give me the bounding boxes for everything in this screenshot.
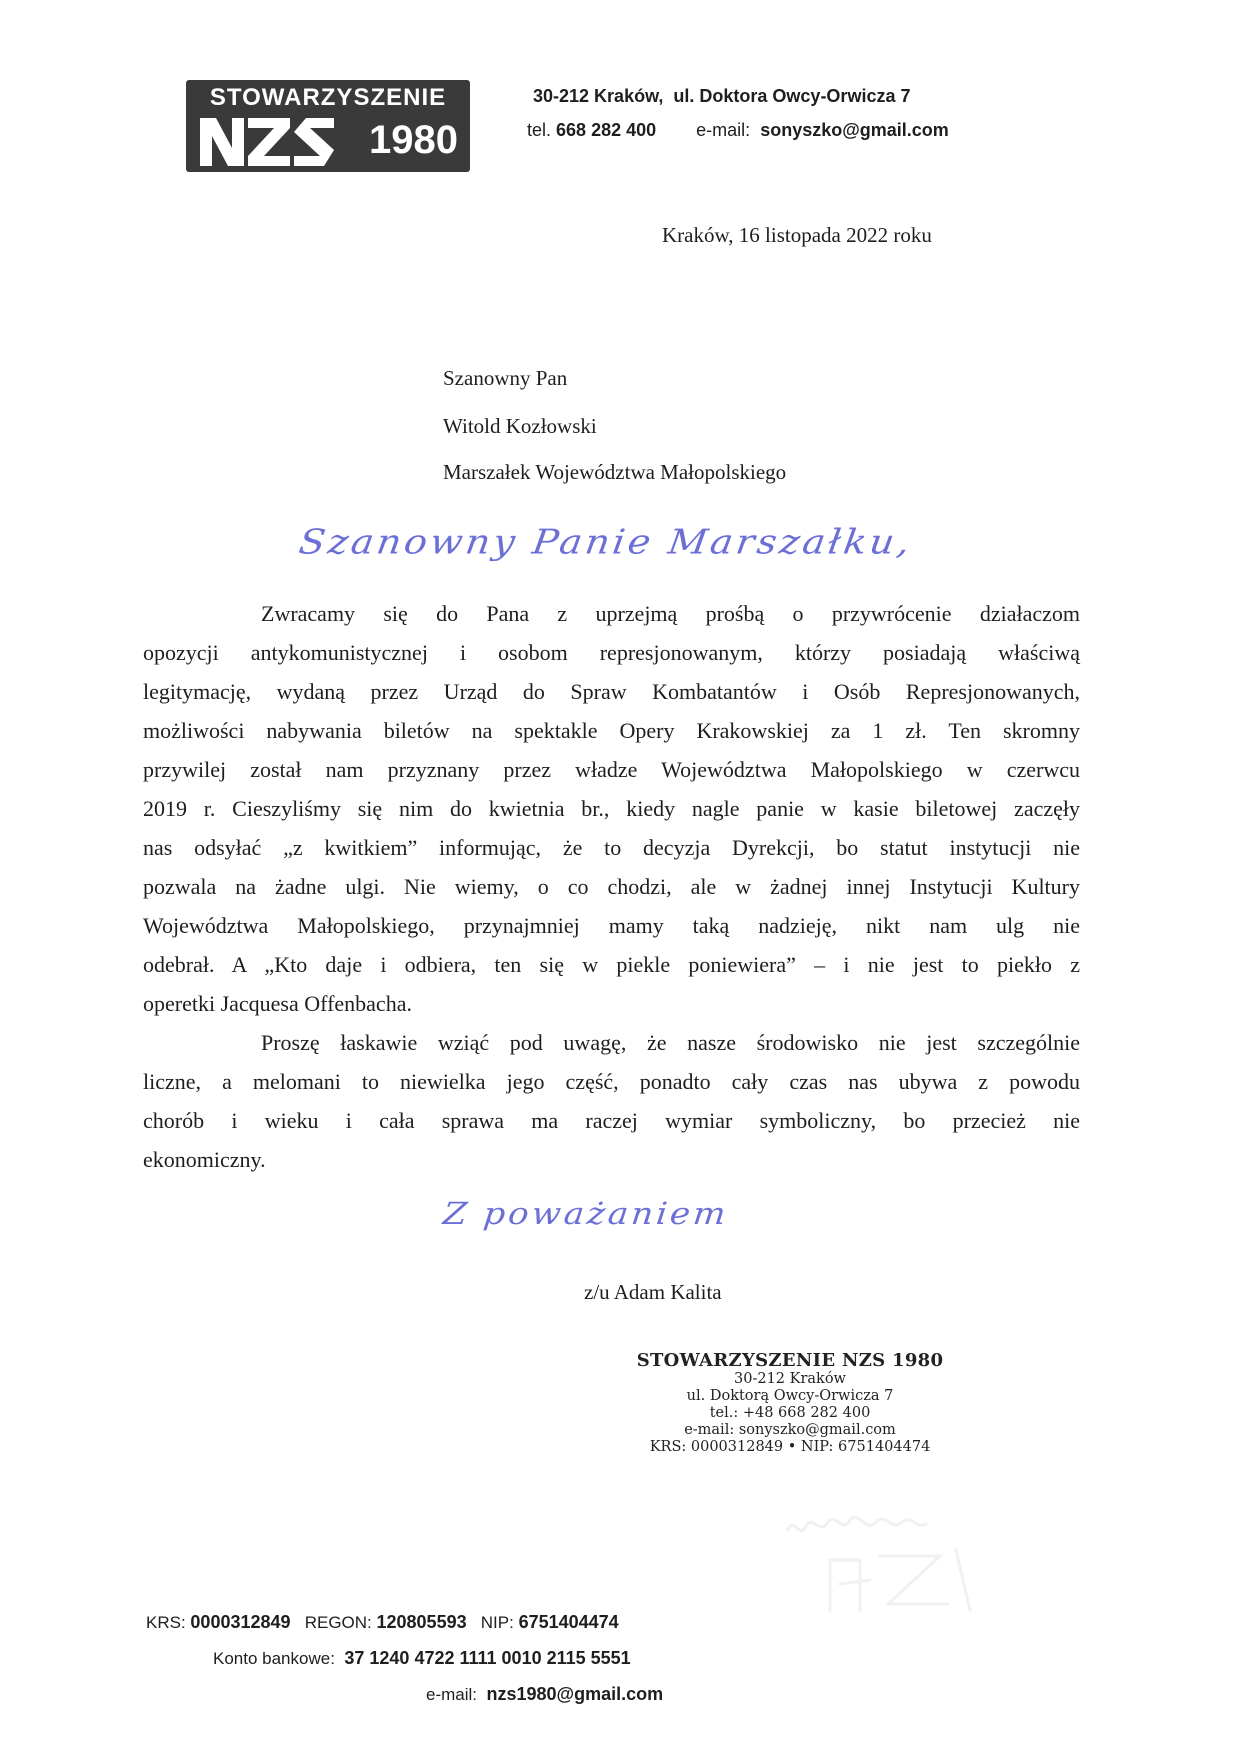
header-tel-label: tel. [527,120,552,140]
recipient-title: Marszałek Województwa Małopolskiego [443,460,787,484]
header-address: 30-212 Kraków, ul. Doktora Owcy-Orwicza 7 [533,86,911,106]
footer-registry [146,1612,619,1633]
handwritten-greeting: Szanowny Panie Marszałku, [296,522,916,562]
body-line: odebrał. A „Kto daje i odbiera, ten się w piekle poniewiera” – i nie jest to piekło z [143,952,1080,977]
header-email-label: e-mail: [696,120,751,140]
organization-stamp [600,1350,980,1456]
footer-bank [213,1648,631,1669]
footer-nip-label: NIP: [480,1613,514,1632]
footer-regon-value: 120805593 [376,1612,467,1632]
footer-bank-label: Konto bankowe: [213,1649,335,1668]
organization-logo [186,80,470,172]
logo-top-text: STOWARZYSZENIE [209,84,447,111]
body-line: pozwala na żadne ulgi. Nie wiemy, o co chodzi, ale w żadnej innej Instytucji Kultury [143,874,1080,899]
footer-email [426,1684,663,1705]
logo-nzs-mark [196,114,336,168]
header-email-value[interactable]: sonyszko@gmail.com [760,120,949,140]
stamp-line: 30-212 Kraków [734,1371,846,1387]
recipient-salutation: Szanowny Pan [443,366,568,390]
footer-nip-value: 6751404474 [518,1612,619,1632]
body-line: możliwości nabywania biletów na spektakle Opery Krakowskiej za 1 zł. Ten skromny [143,718,1080,743]
footer-krs-label: KRS: [146,1613,186,1632]
signatory-name: z/u Adam Kalita [584,1280,722,1304]
body-line: operetki Jacquesa Offenbacha. [143,991,412,1016]
logo-year: 1980 [369,118,458,162]
stamp-line: KRS: 0000312849 • NIP: 6751404474 [649,1439,931,1455]
faint-stamp-mark [780,1500,980,1620]
footer-bank-value: 37 1240 4722 1111 0010 2115 5551 [344,1648,631,1668]
stamp-line: tel.: +48 668 282 400 [709,1405,871,1421]
body-paragraph-1 [143,594,1080,1023]
letter-date: Kraków, 16 listopada 2022 roku [662,223,932,247]
header-contact [527,120,949,141]
body-line: ekonomiczny. [143,1147,266,1172]
body-line: Proszę łaskawie wziąć pod uwagę, że nasze środowisko nie jest szczególnie [261,1030,1080,1055]
stamp-title: STOWARZYSZENIE NZS 1980 [636,1350,944,1371]
body-line: liczne, a melomani to niewielka jego część, ponadto cały czas nas ubywa z powodu [143,1069,1080,1094]
body-line: nas odsyłać „z kwitkiem” informując, że to decyzja Dyrekcji, bo statut instytucji nie [143,835,1080,860]
footer-email-value[interactable]: nzs1980@gmail.com [486,1684,664,1704]
header-tel-value: 668 282 400 [556,120,657,140]
body-line: Województwa Małopolskiego, przynajmniej mamy taką nadzieję, nikt nam ulg nie [143,913,1080,938]
stamp-line: ul. Doktorą Owcy-Orwicza 7 [686,1388,894,1404]
body-line: legitymację, wydaną przez Urząd do Spraw Kombatantów i Osób Represjonowanych, [143,679,1080,704]
body-line: Zwracamy się do Pana z uprzejmą prośbą o przywrócenie działaczom [261,601,1080,626]
handwritten-closing: Z poważaniem [441,1196,731,1232]
body-paragraph-2 [143,1023,1080,1179]
recipient-name: Witold Kozłowski [443,414,597,438]
footer-regon-label: REGON: [304,1613,372,1632]
body-line: 2019 r. Cieszyliśmy się nim do kwietnia br., kiedy nagle panie w kasie biletowej zaczęły [143,796,1080,821]
footer-email-label: e-mail: [426,1685,478,1704]
body-line: chorób i wieku i cała sprawa ma raczej wymiar symboliczny, bo przecież nie [143,1108,1080,1133]
body-line: przywilej został nam przyznany przez władze Województwa Małopolskiego w czerwcu [143,757,1080,782]
footer-krs-value: 0000312849 [190,1612,291,1632]
stamp-line: e-mail: sonyszko@gmail.com [684,1422,896,1438]
body-line: opozycji antykomunistycznej i osobom represjonowanym, którzy posiadają właściwą [143,640,1080,665]
